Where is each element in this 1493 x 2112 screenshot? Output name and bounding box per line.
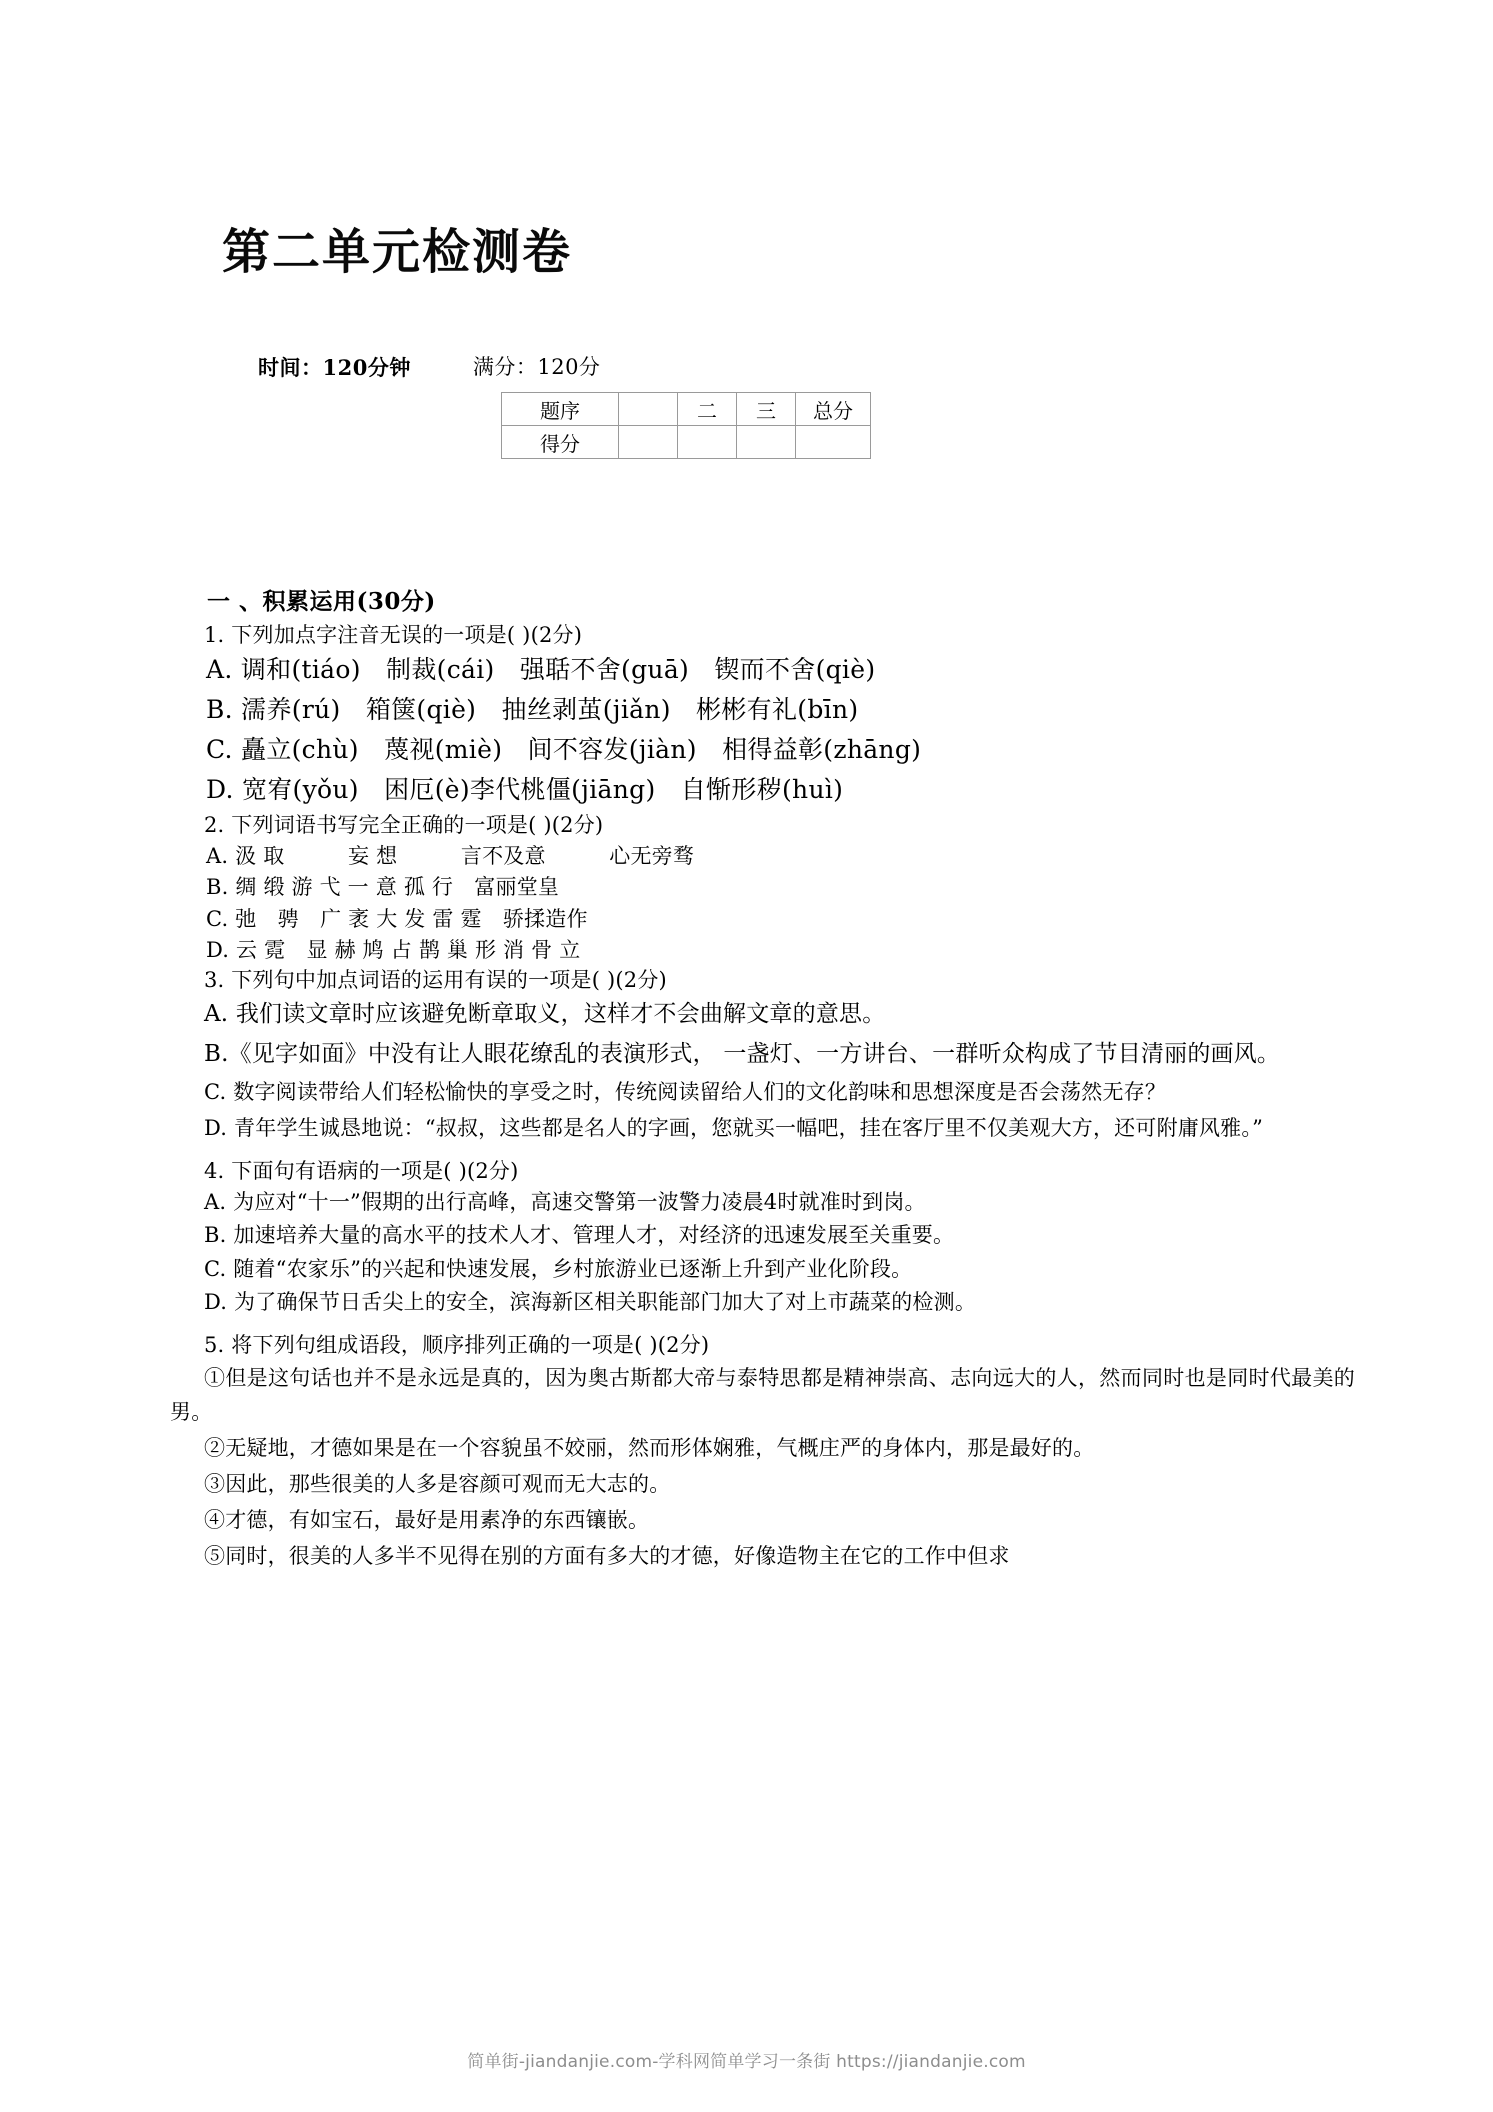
page-title: 第二单元检测卷 xyxy=(222,224,573,280)
table-row xyxy=(502,426,871,459)
table-cell xyxy=(796,426,871,459)
question-4-stem: 4. 下面句有语病的一项是( )(2分) xyxy=(204,1158,519,1183)
question-2-option-b: B. 绸 缎 游 弋 一 意 孤 行 富丽堂皇 xyxy=(206,875,560,900)
exam-body xyxy=(170,588,1355,1575)
exam-meta xyxy=(258,355,600,380)
score-table xyxy=(501,392,871,459)
question-3-option-a: A. 我们读文章时应该避免断章取义，这样才不会曲解文章的意思。 xyxy=(204,1001,886,1028)
exam-time-label: 时间：120分钟 xyxy=(258,355,411,380)
question-3-option-c: C. 数字阅读带给人们轻松愉快的享受之时，传统阅读留给人们的文化韵味和思想深度是否会荡然无存？ xyxy=(204,1079,1167,1104)
question-3-stem: 3. 下列句中加点词语的运用有误的一项是( )(2分) xyxy=(204,968,667,993)
question-4-option-c: C. 随着“农家乐”的兴起和快速发展，乡村旅游业已逐渐上升到产业化阶段。 xyxy=(204,1256,913,1281)
question-1-option-d: D. 宽宥(yǒu) 困厄(è)李代桃僵(jiāng) 自惭形秽(huì) xyxy=(206,774,844,804)
question-1-option-a: A. 调和(tiáo) 制裁(cái) 强聒不舍(guā) 锲而不舍(qiè) xyxy=(206,654,876,684)
section-heading-accumulation: 一 、积累运用(30分) xyxy=(207,588,436,615)
question-1-stem: 1. 下列加点字注音无误的一项是( )(2分) xyxy=(204,622,583,647)
exam-total-score-label: 满分：120分 xyxy=(472,355,601,379)
table-cell xyxy=(678,426,737,459)
table-cell-row-label: 题序 xyxy=(502,393,619,426)
table-cell: 总分 xyxy=(796,393,871,426)
question-2-option-c: C. 弛 骋 广 袤 大 发 雷 霆 骄揉造作 xyxy=(206,906,588,931)
table-cell xyxy=(619,426,678,459)
question-5-item-4: ④才德，有如宝石，最好是用素净的东西镶嵌。 xyxy=(204,1507,650,1532)
question-2-option-d: D. 云 霓 显 赫 鸠 占 鹊 巢 形 消 骨 立 xyxy=(206,938,581,962)
question-5-item-5: ⑤同时，很美的人多半不见得在别的方面有多大的才德，好像造物主在它的工作中但求 xyxy=(204,1543,1010,1568)
table-row xyxy=(502,393,871,426)
question-1-option-b: B. 濡养(rú) 箱箧(qiè) 抽丝剥茧(jiǎn) 彬彬有礼(bīn) xyxy=(206,694,859,724)
question-5-item-1: ①但是这句话也并不是永远是真的，因为奥古斯都大帝与泰特思都是精神崇高、志向远大的人，然而同时也是同时代最美的男。 xyxy=(170,1365,1355,1424)
question-3-option-d: D. 青年学生诚恳地说：“叔叔，这些都是名人的字画，您就买一幅吧，挂在客厅里不仅美观大方，还可附庸风雅。” xyxy=(204,1115,1264,1140)
question-4-option-b: B. 加速培养大量的高水平的技术人才、管理人才，对经济的迅速发展至关重要。 xyxy=(204,1223,955,1248)
table-cell xyxy=(619,393,678,426)
footer-watermark: 简单街-jiandanjie.com-学科网简单学习一条街 https://jiandanjie.com xyxy=(467,2052,1026,2072)
question-4-option-a: A. 为应对“十一”假期的出行高峰，高速交警第一波警力凌晨4时就准时到岗。 xyxy=(204,1189,926,1214)
table-cell: 二 xyxy=(678,393,737,426)
question-4-option-d: D. 为了确保节日舌尖上的安全，滨海新区相关职能部门加大了对上市蔬菜的检测。 xyxy=(204,1290,977,1315)
question-2-stem: 2. 下列词语书写完全正确的一项是( )(2分) xyxy=(204,812,604,837)
question-5-item-3: ③因此，那些很美的人多是容颜可观而无大志的。 xyxy=(204,1471,671,1496)
question-5-item-2: ②无疑地，才德如果是在一个容貌虽不姣丽，然而形体娴雅，气概庄严的身体内，那是最好的。 xyxy=(204,1435,1095,1460)
question-5-stem: 5. 将下列句组成语段，顺序排列正确的一项是( )(2分) xyxy=(204,1332,710,1357)
table-cell: 三 xyxy=(737,393,796,426)
question-2-option-a: A. 汲 取 妄 想 言不及意 心无旁骛 xyxy=(206,843,695,868)
question-3-option-b: B.《见字如面》中没有让人眼花缭乱的表演形式， 一盏灯、一方讲台、一群听众构成了节目清丽的画风。 xyxy=(204,1040,1281,1067)
question-1-option-c: C. 矗立(chù) 蔑视(miè) 间不容发(jiàn) 相得益彰(zhāng) xyxy=(206,734,922,764)
table-cell xyxy=(737,426,796,459)
table-cell-row-label: 得分 xyxy=(502,426,619,459)
